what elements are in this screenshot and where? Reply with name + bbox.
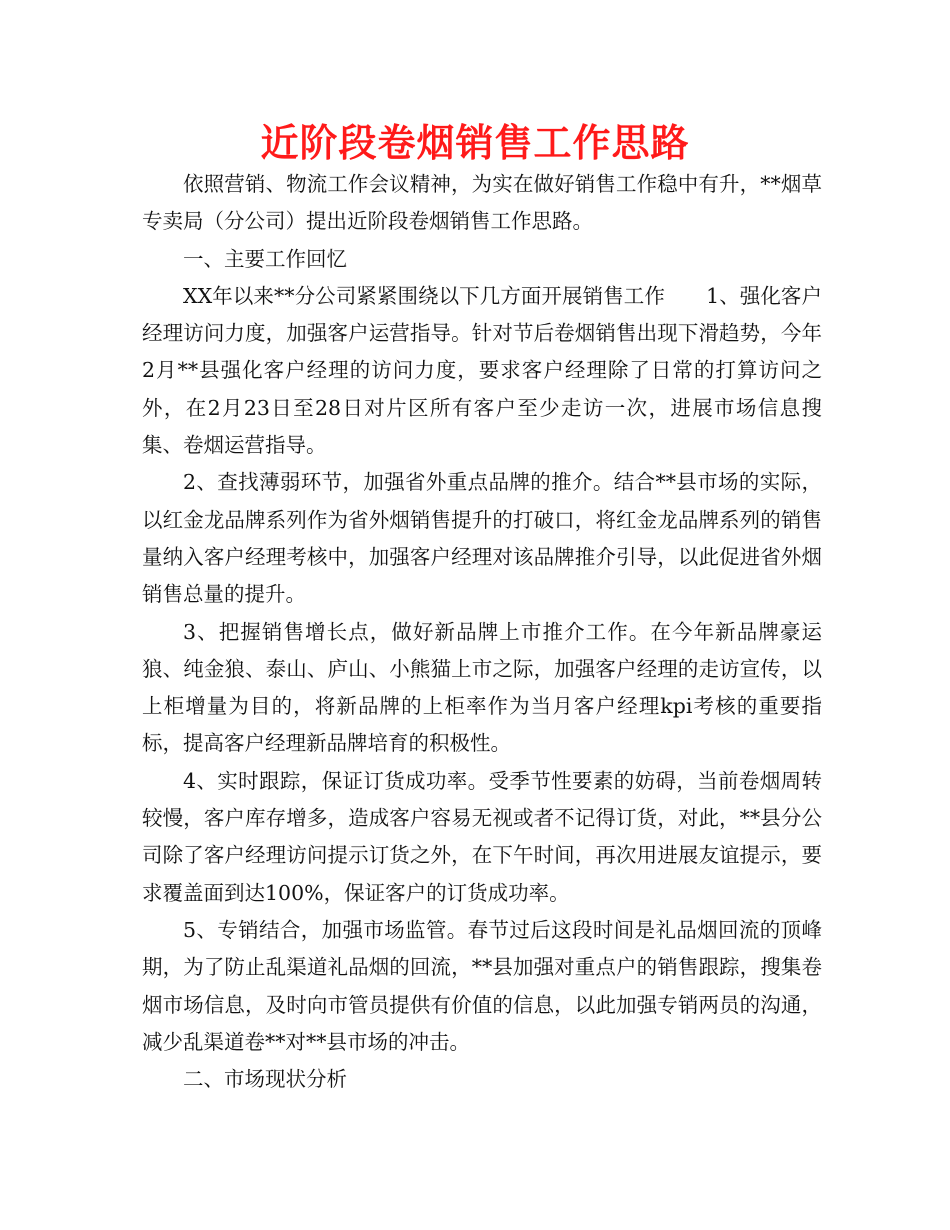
paragraph-item-5: 5、专销结合，加强市场监管。春节过后这段时间是礼品烟回流的顶峰期，为了防止乱渠道礼品烟的回流，**县加强对重点户的销售跟踪，搜集卷烟市场信息，及时向市管员提供有价值的信息，以此加强专销两员的沟通，减少乱渠道卷**对**县市场的冲击。 xyxy=(142,917,822,1054)
section-heading-market: 二、市场现状分析 xyxy=(183,1067,347,1092)
section-heading-review: 一、主要工作回忆 xyxy=(183,246,347,271)
paragraph-item-1: XX年以来**分公司紧紧围绕以下几方面开展销售工作 1、强化客户经理访问力度，加强客户运营指导。针对节后卷烟销售出现下滑趋势，今年2月**县强化客户经理的访问力度，要求客户经理除了日常的打算访问之外，在2月23日至28日对片区所有客户至少走访一次，进展市场信息搜集、卷烟运营指导。 xyxy=(142,283,822,458)
paragraph-intro: 依照营销、物流工作会议精神，为实在做好销售工作稳中有升，**烟草专卖局（分公司）提出近阶段卷烟销售工作思路。 xyxy=(142,172,822,234)
document-body xyxy=(142,166,822,1098)
paragraph-item-4: 4、实时跟踪，保证订货成功率。受季节性要素的妨碍，当前卷烟周转较慢，客户库存增多，造成客户容易无视或者不记得订货，对此，**县分公司除了客户经理访问提示订货之外，在下午时间，再次用进展友谊提示，要求覆盖面到达100%，保证客户的订货成功率。 xyxy=(142,768,822,905)
paragraph-item-2: 2、查找薄弱环节，加强省外重点品牌的推介。结合**县市场的实际，以红金龙品牌系列作为省外烟销售提升的打破口，将红金龙品牌系列的销售量纳入客户经理考核中，加强客户经理对该品牌推介引导，以此促进省外烟销售总量的提升。 xyxy=(142,470,822,607)
paragraph-item-3: 3、把握销售增长点，做好新品牌上市推介工作。在今年新品牌豪运狼、纯金狼、泰山、庐山、小熊猫上市之际，加强客户经理的走访宣传，以上柜增量为目的，将新品牌的上柜率作为当月客户经理kpi考核的重要指标，提高客户经理新品牌培育的积极性。 xyxy=(142,619,822,756)
document-title: 近阶段卷烟销售工作思路 xyxy=(260,121,690,165)
